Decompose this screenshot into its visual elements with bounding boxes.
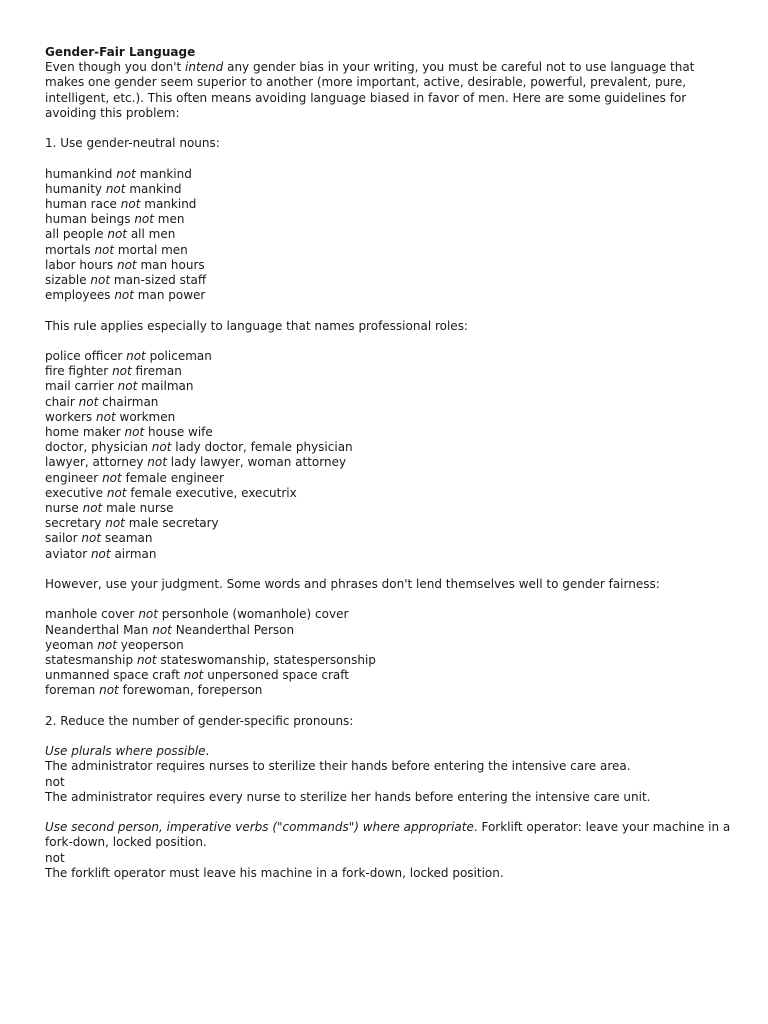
list-item — [45, 197, 735, 212]
preferred-term: nurse — [45, 501, 79, 516]
not-word: not — [151, 440, 172, 455]
list-item — [45, 516, 735, 531]
not-word: not — [183, 668, 204, 683]
avoided-term: airman — [114, 546, 157, 561]
not-word: not — [120, 197, 141, 211]
not-word: not — [136, 653, 157, 668]
not-word: not — [99, 683, 119, 698]
second-person-tip-end: . Forklift operator: leave your machine in a fork-down, locked position. — [45, 820, 731, 850]
not-word: not — [105, 516, 125, 531]
avoided-term: chairman — [102, 394, 159, 409]
avoided-term: male secretary — [128, 516, 219, 531]
list-item — [45, 440, 735, 455]
section2-heading: 2. Reduce the number of gender-specific pronouns: — [45, 713, 354, 728]
list-item — [45, 273, 735, 288]
not-word: not — [112, 364, 132, 379]
not-word: not — [124, 425, 145, 440]
list-item — [45, 182, 735, 197]
roles-intro: This rule applies especially to language that names professional roles: — [45, 318, 468, 333]
judgment-intro: However, use your judgment. Some words and phrases don't lend themselves well to gender fairness: — [45, 577, 660, 592]
not-word: not — [102, 470, 122, 485]
avoided-term: all men — [130, 227, 176, 242]
avoided-term: house wife — [148, 425, 213, 440]
preferred-term: chair — [45, 394, 75, 409]
second-person-bad-example: The forklift operator must leave his machine in a fork-down, locked position. — [45, 865, 504, 880]
list-item — [45, 683, 735, 698]
intro-text-before: Even though you don't — [45, 60, 186, 75]
intro-text-after: any gender bias in your writing, you must be careful not to use language that makes one gender seem superior to another (more important, active, desirable, powerful, prevalent, pure, intelligent, etc.). This often means avoiding language biased in favor of men. Here are some guidelines for avoiding this problem: — [45, 60, 695, 120]
preferred-term: fire fighter — [45, 364, 109, 379]
not-word: not — [78, 394, 99, 409]
plurals-good-example: The administrator requires nurses to sterilize their hands before entering the intensive care area. — [45, 759, 631, 774]
preferred-term: unmanned space craft — [45, 668, 180, 683]
list-item — [45, 607, 735, 622]
intro-emphasis: intend — [185, 60, 224, 75]
list-item — [45, 623, 735, 638]
avoided-term: forewoman, foreperson — [122, 683, 263, 698]
avoided-term: men — [157, 212, 185, 227]
preferred-term: manhole cover — [45, 607, 135, 622]
list-item — [45, 410, 735, 425]
list-item — [45, 167, 735, 182]
list-item — [45, 638, 735, 653]
list-item — [45, 501, 735, 516]
not-word: not — [105, 181, 126, 196]
plurals-not-label: not — [45, 774, 65, 789]
avoided-term: mailman — [141, 379, 194, 394]
not-word: not — [96, 409, 116, 424]
preferred-term: sailor — [45, 531, 78, 546]
avoided-term: personhole (womanhole) cover — [161, 607, 349, 622]
list-item — [45, 653, 735, 668]
preferred-term: aviator — [45, 546, 88, 561]
plurals-tip-text: Use plurals where possible — [45, 744, 206, 759]
list-item — [45, 668, 735, 683]
avoided-term: workmen — [119, 409, 176, 424]
avoided-term: man hours — [140, 257, 205, 272]
preferred-term: mail carrier — [45, 379, 114, 394]
preferred-term: human beings — [45, 212, 131, 227]
preferred-term: workers — [45, 409, 93, 424]
not-word: not — [81, 531, 102, 546]
avoided-term: unpersoned space craft — [207, 668, 349, 683]
avoided-term: seaman — [104, 531, 153, 546]
preferred-term: police officer — [45, 349, 123, 363]
preferred-term: engineer — [45, 470, 99, 485]
not-word: not — [106, 485, 127, 500]
preferred-term: human race — [45, 197, 117, 211]
avoided-term: stateswomanship, statespersonship — [160, 653, 376, 668]
avoided-term: policeman — [149, 349, 212, 363]
avoided-term: male nurse — [106, 501, 174, 516]
list-item — [45, 455, 735, 470]
list-item — [45, 379, 735, 394]
preferred-term: statesmanship — [45, 653, 134, 668]
preferred-term: labor hours — [45, 257, 114, 272]
exceptions-list — [45, 607, 735, 698]
list-item — [45, 364, 735, 379]
professional-roles-list — [45, 349, 735, 562]
preferred-term: doctor, physician — [45, 440, 148, 455]
avoided-term: Neanderthal Person — [175, 622, 295, 637]
list-item — [45, 258, 735, 273]
avoided-term: mankind — [139, 166, 192, 181]
avoided-term: female engineer — [125, 470, 224, 485]
list-item — [45, 227, 735, 242]
list-item — [45, 486, 735, 501]
list-item — [45, 425, 735, 440]
preferred-term: humankind — [45, 166, 113, 181]
preferred-term: sizable — [45, 273, 87, 288]
second-person-not-label: not — [45, 850, 65, 865]
preferred-term: lawyer, attorney — [45, 455, 144, 470]
not-word: not — [138, 607, 158, 622]
preferred-term: home maker — [45, 425, 121, 440]
plurals-tip-end: . — [205, 744, 210, 759]
list-item — [45, 212, 735, 227]
avoided-term: man power — [137, 288, 206, 303]
preferred-term: yeoman — [45, 637, 94, 652]
not-word: not — [147, 455, 167, 470]
second-person-tip-text: Use second person, imperative verbs ("commands") where appropriate — [45, 820, 474, 835]
not-word: not — [117, 379, 138, 394]
preferred-term: Neanderthal Man — [45, 622, 149, 637]
list-item — [45, 288, 735, 303]
list-item — [45, 471, 735, 486]
list-item — [45, 547, 735, 562]
document-page — [45, 45, 735, 881]
plurals-tip — [45, 744, 735, 759]
not-word: not — [94, 242, 115, 257]
not-word: not — [90, 273, 111, 288]
avoided-term: yeoperson — [120, 637, 184, 652]
not-word: not — [134, 212, 154, 227]
intro-paragraph — [45, 60, 735, 121]
not-word: not — [116, 166, 136, 181]
list-item — [45, 395, 735, 410]
preferred-term: foreman — [45, 683, 96, 698]
list-item — [45, 531, 735, 546]
section1-heading: 1. Use gender-neutral nouns: — [45, 136, 220, 151]
avoided-term: female executive, executrix — [130, 485, 297, 500]
preferred-term: employees — [45, 288, 111, 303]
avoided-term: fireman — [135, 364, 182, 379]
avoided-term: man-sized staff — [113, 273, 207, 288]
not-word: not — [114, 288, 134, 303]
not-word: not — [107, 227, 127, 242]
preferred-term: executive — [45, 485, 104, 500]
avoided-term: mortal men — [117, 242, 188, 257]
not-word: not — [90, 546, 111, 561]
not-word: not — [97, 637, 117, 652]
list-item — [45, 243, 735, 258]
avoided-term: mankind — [129, 181, 182, 196]
avoided-term: lady doctor, female physician — [175, 440, 353, 455]
neutral-nouns-list — [45, 167, 735, 304]
not-word: not — [82, 501, 103, 516]
avoided-term: lady lawyer, woman attorney — [170, 455, 347, 470]
page-title: Gender-Fair Language — [45, 45, 196, 59]
avoided-term: mankind — [144, 197, 197, 211]
second-person-tip — [45, 820, 735, 850]
preferred-term: humanity — [45, 181, 102, 196]
not-word: not — [152, 622, 172, 637]
not-word: not — [126, 349, 146, 363]
preferred-term: mortals — [45, 242, 91, 257]
list-item — [45, 349, 735, 364]
preferred-term: all people — [45, 227, 104, 242]
not-word: not — [116, 257, 137, 272]
preferred-term: secretary — [45, 516, 102, 531]
plurals-bad-example: The administrator requires every nurse to sterilize her hands before entering the intensive care unit. — [45, 789, 651, 804]
